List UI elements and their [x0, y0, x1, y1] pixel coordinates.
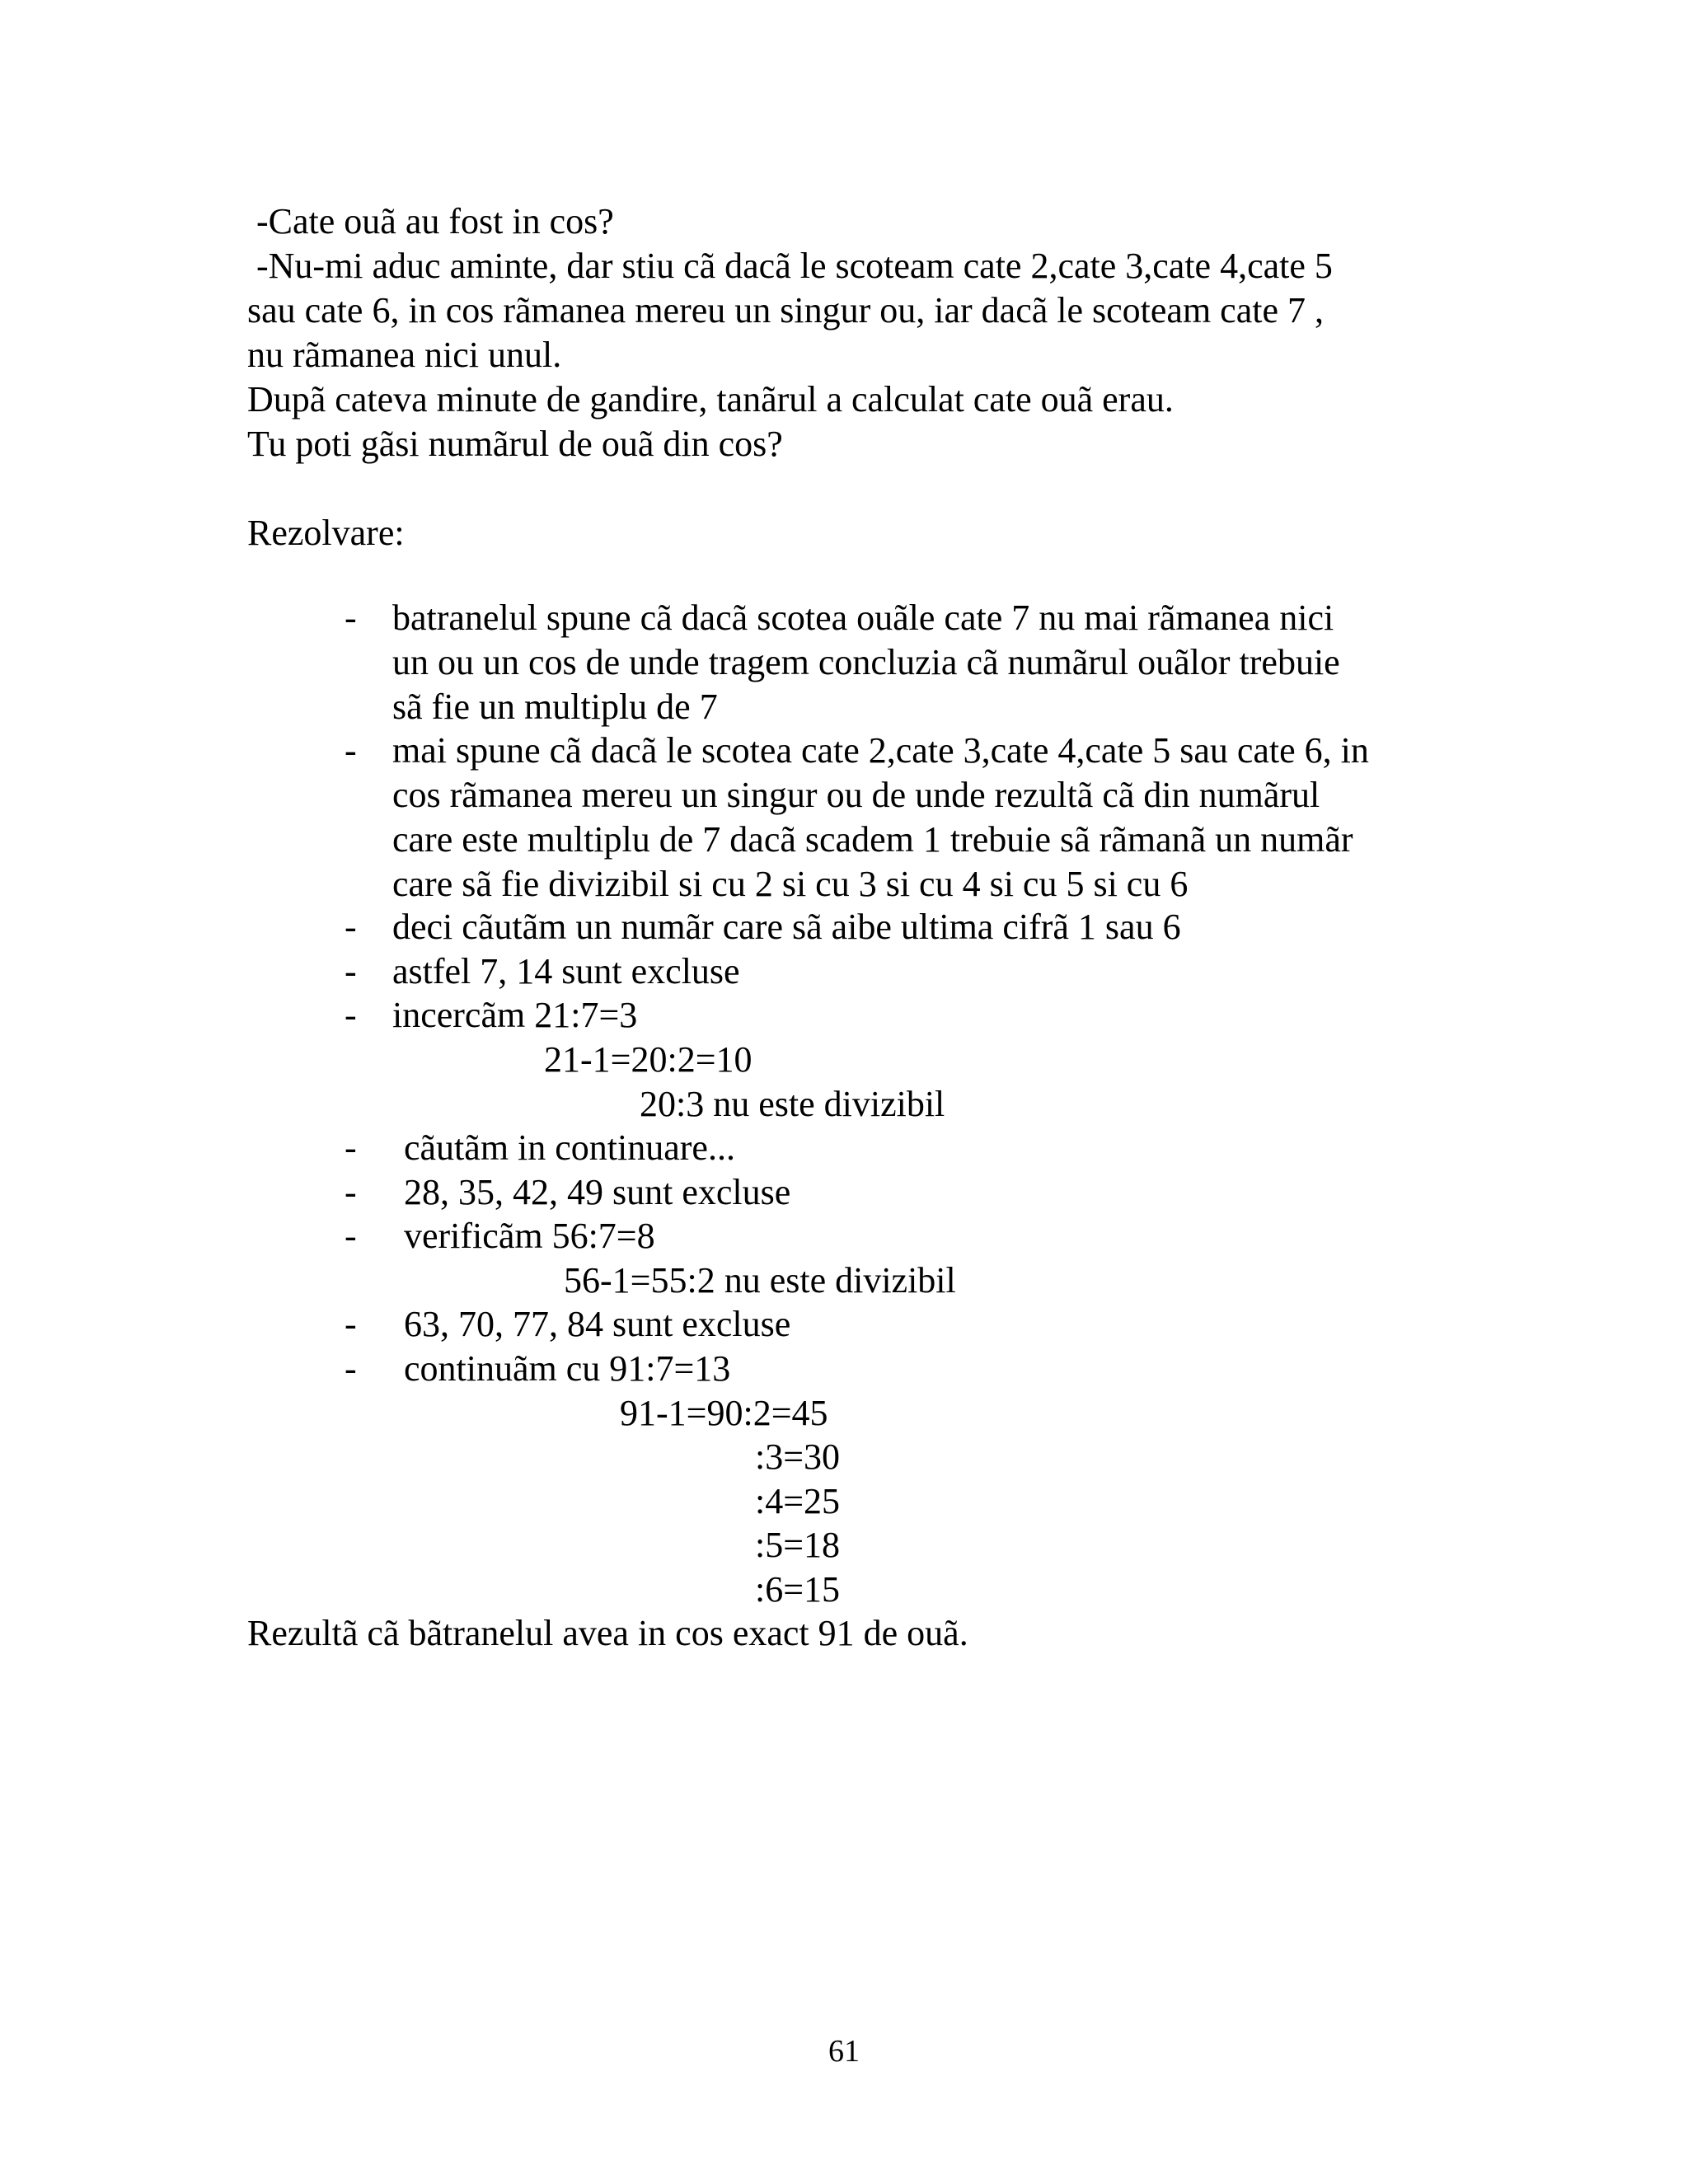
bullet-line: continuãm cu 91:7=13	[404, 1348, 731, 1389]
page-number: 61	[828, 2034, 860, 2069]
bullet-line: sã fie un multiplu de 7	[392, 687, 718, 727]
bullet-line: incercãm 21:7=3	[392, 995, 638, 1035]
bullet-dash: -	[345, 1172, 357, 1212]
bullet-dash: -	[345, 1216, 357, 1256]
bullet-line: cos rãmanea mereu un singur ou de unde rezultã cã din numãrul	[392, 775, 1320, 815]
bullet-dash: -	[345, 730, 357, 771]
bullet-line: astfel 7, 14 sunt excluse	[392, 951, 740, 991]
intro-line: nu rãmanea nici unul.	[247, 335, 562, 375]
intro-line: -Nu-mi aduc aminte, dar stiu cã dacã le scoteam cate 2,cate 3,cate 4,cate 5	[247, 246, 1333, 286]
calc-line: 56-1=55:2 nu este divizibil	[564, 1260, 956, 1301]
calc-line: 21-1=20:2=10	[544, 1039, 753, 1080]
calc-line: 91-1=90:2=45	[620, 1393, 828, 1433]
bullet-dash: -	[345, 1348, 357, 1389]
bullet-line: 28, 35, 42, 49 sunt excluse	[404, 1172, 791, 1212]
intro-line: Dupã cateva minute de gandire, tanãrul a calculat cate ouã erau.	[247, 379, 1174, 419]
bullet-dash: -	[345, 1127, 357, 1168]
bullet-line: care sã fie divizibil si cu 2 si cu 3 si cu 4 si cu 5 si cu 6	[392, 864, 1189, 904]
bullet-line: cãutãm in continuare...	[404, 1127, 735, 1168]
intro-line: Tu poti gãsi numãrul de ouã din cos?	[247, 424, 783, 464]
section-heading: Rezolvare:	[247, 513, 405, 553]
bullet-dash: -	[345, 995, 357, 1035]
bullet-line: 63, 70, 77, 84 sunt excluse	[404, 1304, 791, 1344]
bullet-dash: -	[345, 1304, 357, 1344]
bullet-line: verificãm 56:7=8	[404, 1216, 655, 1256]
bullet-line: mai spune cã dacã le scotea cate 2,cate 3,cate 4,cate 5 sau cate 6, in	[392, 730, 1369, 771]
calc-line: :5=18	[755, 1525, 841, 1565]
bullet-line: care este multiplu de 7 dacã scadem 1 trebuie sã rãmanã un numãr	[392, 819, 1353, 860]
bullet-dash: -	[345, 907, 357, 947]
bullet-line: batranelul spune cã dacã scotea ouãle cate 7 nu mai rãmanea nici	[392, 598, 1334, 638]
intro-line: -Cate ouã au fost in cos?	[247, 201, 614, 241]
bullet-line: un ou un cos de unde tragem concluzia cã numãrul ouãlor trebuie	[392, 642, 1340, 682]
conclusion-text: Rezultã cã bãtranelul avea in cos exact 91 de ouã.	[247, 1613, 968, 1653]
bullet-dash: -	[345, 598, 357, 638]
intro-line: sau cate 6, in cos rãmanea mereu un singur ou, iar dacã le scoteam cate 7 ,	[247, 290, 1324, 330]
bullet-dash: -	[345, 951, 357, 991]
calc-line: :3=30	[755, 1436, 841, 1477]
bullet-line: deci cãutãm un numãr care sã aibe ultima cifrã 1 sau 6	[392, 907, 1181, 947]
calc-line: 20:3 nu este divizibil	[640, 1084, 945, 1124]
calc-line: :6=15	[755, 1569, 841, 1610]
calc-line: :4=25	[755, 1481, 841, 1521]
